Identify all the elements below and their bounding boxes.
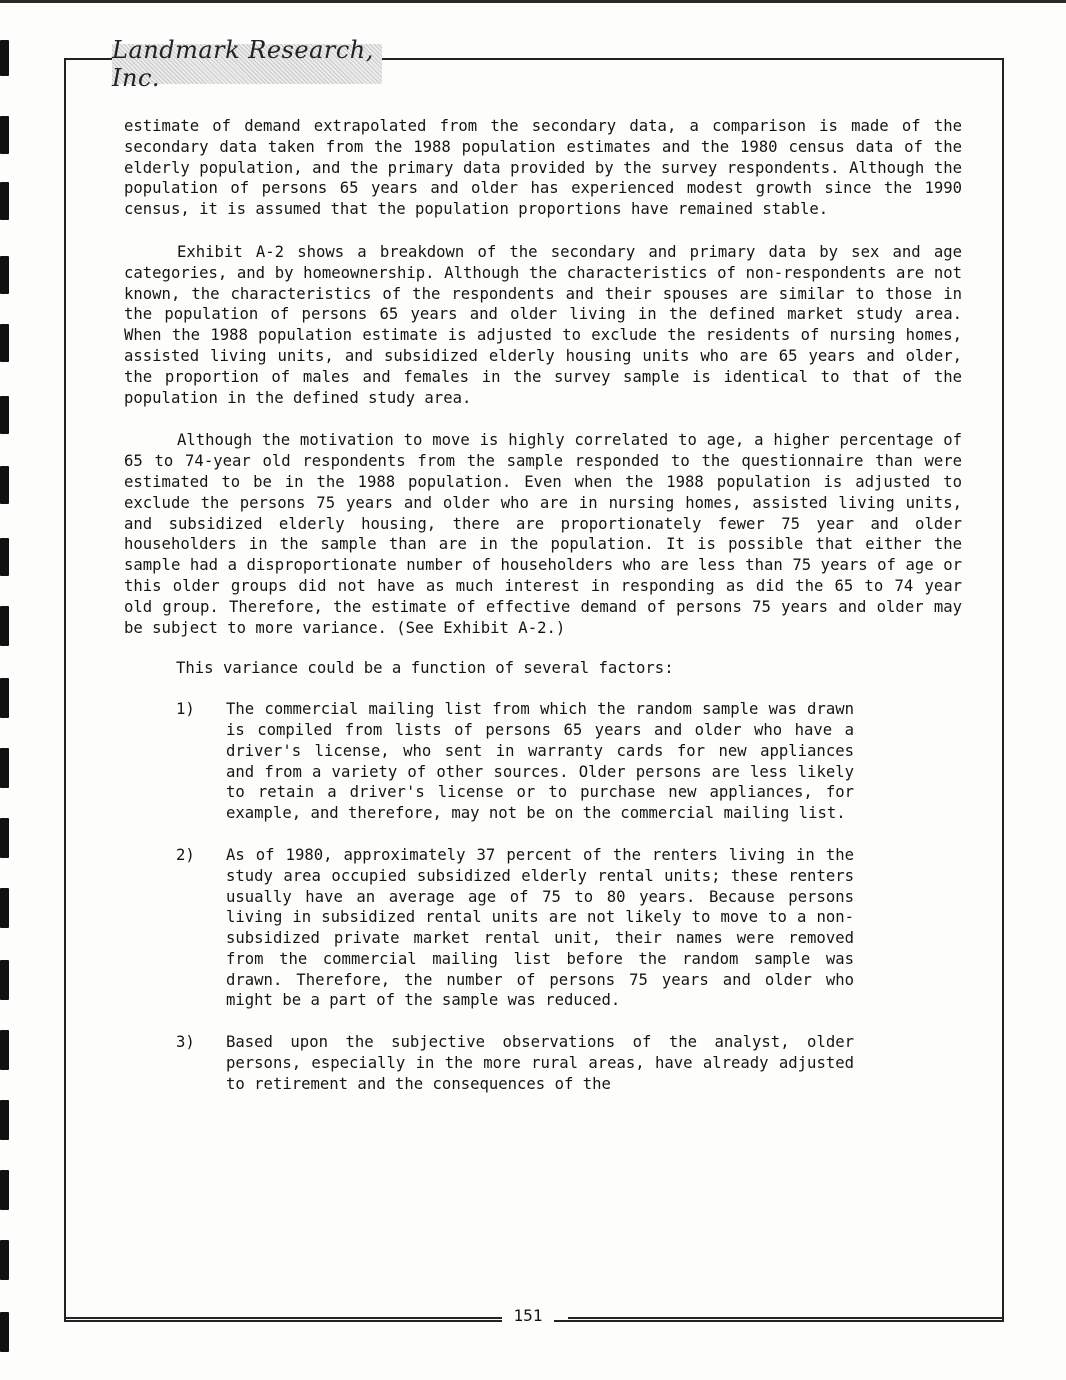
list-item-text: The commercial mailing list from which the random sample was drawn is compiled from lists of persons 65 years and older who have a driver's license, who sent in warranty cards for new appliances and from a variety of other sources. Older persons are less likely to retain a driver's license or to purchase new appliances, for example, and therefore, may not be on the commercial mailing list.: [226, 700, 854, 823]
footer-rule-right: [568, 1317, 1004, 1319]
binding-mark: [0, 818, 9, 858]
logo-text: Landmark Research, Inc.: [112, 36, 374, 92]
list-item-text: Based upon the subjective observations of the analyst, older persons, especially in the more rural areas, have already adjusted to retirement and the consequences of the: [226, 1033, 854, 1093]
list-item: [124, 845, 962, 1011]
list-item-text: As of 1980, approximately 37 percent of the renters living in the study area occupied subsidized elderly rental units; these renters usually have an average age of 75 to 80 years. Because persons living in subsidized rental units are not likely to move to a non-subsidized private market rental unit, their names were removed from the commercial mailing list before the random sample was drawn. Therefore, the number of persons 75 years and older who might be a part of the sample was reduced.: [226, 845, 854, 1010]
paragraph-exhibit: Exhibit A-2 shows a breakdown of the secondary and primary data by sex and age categories, and by homeownership. Although the characteristics of non-respondents are not known, the characteristics of the respondents and their spouses are similar to those in the population of persons 65 years and older living in the defined market study area. When the 1988 population estimate is adjusted to exclude the residents of nursing homes, assisted living units, and subsidized elderly housing units who are 65 years and older, the proportion of males and females in the survey sample is identical to that of the population in the defined study area.: [124, 242, 962, 407]
footer-rule-left: [64, 1317, 504, 1319]
list-item: [124, 699, 962, 824]
list-item-number: 3): [176, 1033, 195, 1052]
factor-list: [124, 699, 962, 1095]
binding-mark: [0, 396, 9, 434]
binding-mark: [0, 1240, 9, 1280]
binding-mark: [0, 538, 9, 576]
binding-mark: [0, 1100, 9, 1140]
binding-mark: [0, 116, 9, 154]
binding-mark: [0, 678, 9, 718]
binding-mark: [0, 888, 9, 928]
body-content: [124, 116, 962, 1116]
binding-mark: [0, 960, 9, 1000]
binding-mark: [0, 466, 9, 504]
binding-mark: [0, 40, 9, 76]
paragraph-motivation: Although the motivation to move is highly correlated to age, a higher percentage of 65 to 74-year old respondents from the sample responded to the questionnaire than were estimated to be in the 1988 population. Even when the 1988 population is adjusted to exclude the persons 75 years and older who are in nursing homes, assisted living units, and subsidized elderly housing, there are proportionately fewer 75 year and older householders in the sample than are in the population. It is possible that either the sample had a disproportionate number of householders who are less than 75 years of age or this older groups did not have as much interest in responding as did the 65 to 74 year old group. Therefore, the estimate of effective demand of persons 75 years and older may be subject to more variance. (See Exhibit A-2.): [124, 431, 962, 637]
binding-mark: [0, 256, 9, 294]
list-item-number: 2): [176, 845, 195, 864]
list-intro: This variance could be a function of several factors:: [176, 659, 674, 678]
company-logo: [112, 36, 382, 92]
binding-mark: [0, 182, 9, 220]
binding-mark: [0, 1170, 9, 1210]
list-item-number: 1): [176, 700, 195, 719]
paragraph-continuation: estimate of demand extrapolated from the secondary data, a comparison is made of the secondary data taken from the 1988 population estimates and the 1980 census data of the elderly population, and the primary data provided by the survey respondents. Although the population of persons 65 years and older has experienced modest growth since the 1990 census, it is assumed that the population proportions have remained stable.: [124, 117, 962, 219]
scan-top-edge: [0, 0, 1066, 3]
page-number: 151: [502, 1306, 554, 1325]
binding-mark: [0, 606, 9, 646]
binding-mark: [0, 1312, 9, 1352]
binding-mark: [0, 324, 9, 362]
binding-mark: [0, 748, 9, 788]
list-item: [124, 1032, 962, 1094]
binding-mark: [0, 1030, 9, 1070]
